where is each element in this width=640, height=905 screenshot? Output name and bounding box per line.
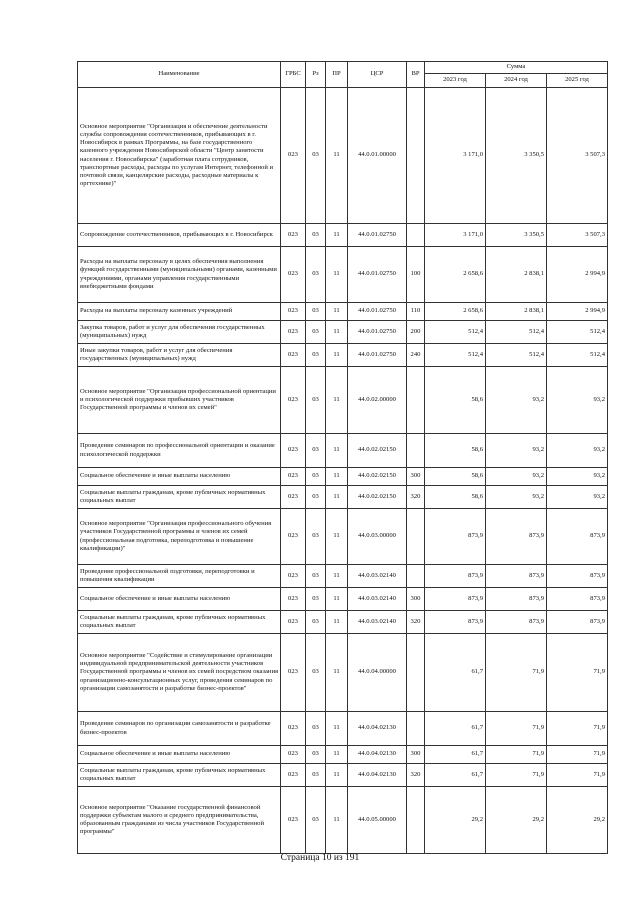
table-row [78,468,608,486]
row-sum-2024: 873,9 [486,588,547,611]
row-pr: 11 [326,611,348,634]
row-pr: 11 [326,224,348,247]
row-sum-2023: 58,6 [425,486,486,509]
row-rz: 03 [306,565,326,588]
row-sum-2025: 873,9 [547,611,608,634]
row-pr: 11 [326,434,348,468]
table-row [78,88,608,224]
row-grbs: 023 [281,247,306,303]
row-name: Основное мероприятие "Организация и обеспечение деятельности службы сопровождения соотечественников, прибывающих в г. Новосибирск в рамках Программы, на базе государственного казенного учреждения Новосибирской области "Центр занятости населения г. Новосибирска" (заработная плата сотрудников, транспортные расходы, расходы по услугам Интернет, телефонной и почтовой связи, канцелярские расходы, расходные материалы к оргтехнике)" [78,88,281,224]
row-sum-2024: 2 838,1 [486,247,547,303]
row-sum-2025: 873,9 [547,565,608,588]
table-row [78,486,608,509]
row-vr [407,88,425,224]
row-sum-2025: 3 507,3 [547,88,608,224]
row-name: Основное мероприятие "Содействие и стимулирование организации индивидуальной предпринимательской деятельности участников Государственной программы и членов их семей посредством оказания организационно-консультационных услуг, проведения семинаров по организации самозанятости и разработке бизнес-проектов" [78,634,281,712]
row-sum-2025: 2 994,9 [547,303,608,321]
row-sum-2025: 93,2 [547,468,608,486]
row-name: Основное мероприятие "Оказание государственной финансовой поддержки субъектам малого и среднего предпринимательства, образованным гражданами из числа участников Государственной программы" [78,787,281,854]
row-grbs: 023 [281,468,306,486]
row-name: Социальные выплаты гражданам, кроме публичных нормативных социальных выплат [78,486,281,509]
row-grbs: 023 [281,764,306,787]
row-grbs: 023 [281,712,306,746]
table-row [78,247,608,303]
row-rz: 03 [306,787,326,854]
header-year-2025: 2025 год [547,74,608,88]
header-year-2023: 2023 год [425,74,486,88]
header-vr: ВР [407,62,425,88]
table-row [78,746,608,764]
row-sum-2023: 3 171,0 [425,224,486,247]
row-grbs: 023 [281,321,306,344]
row-grbs: 023 [281,746,306,764]
row-rz: 03 [306,486,326,509]
row-sum-2024: 71,9 [486,746,547,764]
row-pr: 11 [326,344,348,367]
row-sum-2025: 71,9 [547,764,608,787]
row-rz: 03 [306,224,326,247]
header-year-2024: 2024 год [486,74,547,88]
row-rz: 03 [306,764,326,787]
row-pr: 11 [326,634,348,712]
row-name: Основное мероприятие "Организация профессионального обучения участников Государственной программы и членов их семей (профессиональная подготовка, переподготовка и повышение квалификации)" [78,509,281,565]
table-row [78,224,608,247]
header-grbs: ГРБС [281,62,306,88]
row-sum-2023: 512,4 [425,344,486,367]
row-vr [407,367,425,434]
row-csr: 44.0.03.02140 [348,611,407,634]
row-vr [407,565,425,588]
row-csr: 44.0.01.02750 [348,247,407,303]
row-name: Проведение профессиональной подготовки, переподготовки и повышения квалификации [78,565,281,588]
row-sum-2023: 873,9 [425,509,486,565]
row-sum-2025: 71,9 [547,634,608,712]
row-sum-2023: 2 658,6 [425,303,486,321]
row-sum-2023: 58,6 [425,367,486,434]
row-pr: 11 [326,486,348,509]
row-pr: 11 [326,321,348,344]
table-row [78,764,608,787]
table-row [78,321,608,344]
row-sum-2024: 93,2 [486,434,547,468]
budget-table [77,61,608,854]
row-vr: 320 [407,486,425,509]
row-sum-2025: 512,4 [547,344,608,367]
row-vr: 300 [407,588,425,611]
row-csr: 44.0.04.02130 [348,764,407,787]
row-vr: 200 [407,321,425,344]
row-name: Сопровождение соотечественников, прибывающих в г. Новосибирск [78,224,281,247]
row-rz: 03 [306,468,326,486]
row-csr: 44.0.02.02150 [348,468,407,486]
row-pr: 11 [326,712,348,746]
row-vr: 110 [407,303,425,321]
row-sum-2024: 512,4 [486,321,547,344]
row-vr [407,509,425,565]
row-sum-2024: 873,9 [486,509,547,565]
row-vr: 240 [407,344,425,367]
row-pr: 11 [326,509,348,565]
table-row [78,588,608,611]
row-grbs: 023 [281,344,306,367]
row-sum-2025: 29,2 [547,787,608,854]
row-sum-2025: 2 994,9 [547,247,608,303]
table-row [78,634,608,712]
row-pr: 11 [326,565,348,588]
row-vr: 300 [407,468,425,486]
row-pr: 11 [326,303,348,321]
row-vr [407,224,425,247]
table-row [78,303,608,321]
row-csr: 44.0.02.02150 [348,434,407,468]
row-rz: 03 [306,247,326,303]
row-pr: 11 [326,367,348,434]
table-row [78,787,608,854]
row-name: Социальные выплаты гражданам, кроме публичных нормативных социальных выплат [78,764,281,787]
row-vr: 320 [407,611,425,634]
row-rz: 03 [306,88,326,224]
row-sum-2023: 61,7 [425,746,486,764]
row-name: Расходы на выплаты персоналу казенных учреждений [78,303,281,321]
row-vr [407,787,425,854]
row-rz: 03 [306,746,326,764]
row-sum-2025: 3 507,3 [547,224,608,247]
row-name: Проведение семинаров по организации самозанятости и разработке бизнес-проектов [78,712,281,746]
row-sum-2024: 873,9 [486,565,547,588]
row-sum-2023: 61,7 [425,634,486,712]
row-sum-2025: 512,4 [547,321,608,344]
row-sum-2025: 71,9 [547,712,608,746]
row-rz: 03 [306,588,326,611]
row-name: Социальные выплаты гражданам, кроме публичных нормативных социальных выплат [78,611,281,634]
row-sum-2023: 873,9 [425,588,486,611]
row-sum-2023: 512,4 [425,321,486,344]
row-csr: 44.0.03.02140 [348,565,407,588]
row-csr: 44.0.04.00000 [348,634,407,712]
table-row [78,712,608,746]
row-sum-2025: 93,2 [547,486,608,509]
row-grbs: 023 [281,88,306,224]
table-row [78,611,608,634]
row-vr: 320 [407,764,425,787]
row-rz: 03 [306,434,326,468]
row-rz: 03 [306,712,326,746]
row-sum-2024: 93,2 [486,486,547,509]
row-grbs: 023 [281,434,306,468]
row-sum-2023: 58,6 [425,434,486,468]
table-row [78,509,608,565]
header-pr: ПР [326,62,348,88]
row-pr: 11 [326,787,348,854]
row-sum-2023: 61,7 [425,764,486,787]
row-sum-2023: 58,6 [425,468,486,486]
row-sum-2024: 71,9 [486,764,547,787]
row-sum-2024: 873,9 [486,611,547,634]
row-name: Расходы на выплаты персоналу в целях обеспечения выполнения функций государственными (муниципальными) органами, казенными учреждениями, органами управления государственными внебюджетными фондами [78,247,281,303]
row-grbs: 023 [281,303,306,321]
row-rz: 03 [306,634,326,712]
row-rz: 03 [306,611,326,634]
row-sum-2024: 93,2 [486,367,547,434]
row-sum-2025: 71,9 [547,746,608,764]
row-vr [407,434,425,468]
row-sum-2023: 29,2 [425,787,486,854]
row-name: Проведение семинаров по профессиональной ориентации и оказание психологической поддержки [78,434,281,468]
row-sum-2024: 2 838,1 [486,303,547,321]
page-number: Страница 10 из 191 [280,853,360,863]
row-grbs: 023 [281,565,306,588]
row-rz: 03 [306,321,326,344]
row-sum-2024: 512,4 [486,344,547,367]
row-rz: 03 [306,367,326,434]
row-csr: 44.0.03.00000 [348,509,407,565]
row-sum-2024: 3 350,5 [486,224,547,247]
row-name: Закупка товаров, работ и услуг для обеспечения государственных (муниципальных) нужд [78,321,281,344]
row-rz: 03 [306,344,326,367]
row-pr: 11 [326,88,348,224]
row-vr: 300 [407,746,425,764]
row-sum-2025: 93,2 [547,434,608,468]
row-pr: 11 [326,746,348,764]
row-sum-2023: 3 171,0 [425,88,486,224]
row-grbs: 023 [281,787,306,854]
row-sum-2025: 93,2 [547,367,608,434]
row-sum-2024: 29,2 [486,787,547,854]
row-sum-2023: 873,9 [425,565,486,588]
row-csr: 44.0.02.00000 [348,367,407,434]
row-sum-2024: 93,2 [486,468,547,486]
row-name: Иные закупки товаров, работ и услуг для обеспечения государственных (муниципальных) нужд [78,344,281,367]
row-vr [407,712,425,746]
row-rz: 03 [306,509,326,565]
row-grbs: 023 [281,611,306,634]
row-csr: 44.0.05.00000 [348,787,407,854]
row-sum-2023: 873,9 [425,611,486,634]
row-csr: 44.0.01.00000 [348,88,407,224]
header-name: Наименование [78,62,281,88]
row-vr: 100 [407,247,425,303]
row-csr: 44.0.02.02150 [348,486,407,509]
row-sum-2024: 71,9 [486,712,547,746]
row-sum-2025: 873,9 [547,509,608,565]
row-csr: 44.0.01.02750 [348,344,407,367]
row-grbs: 023 [281,588,306,611]
row-name: Социальное обеспечение и иные выплаты населению [78,468,281,486]
header-csr: ЦСР [348,62,407,88]
row-sum-2025: 873,9 [547,588,608,611]
header-rz: Рз [306,62,326,88]
row-csr: 44.0.01.02750 [348,303,407,321]
row-grbs: 023 [281,509,306,565]
row-sum-2023: 2 658,6 [425,247,486,303]
row-pr: 11 [326,588,348,611]
row-csr: 44.0.04.02130 [348,746,407,764]
table-row [78,344,608,367]
row-csr: 44.0.01.02750 [348,321,407,344]
row-sum-2024: 71,9 [486,634,547,712]
row-pr: 11 [326,468,348,486]
row-csr: 44.0.03.02140 [348,588,407,611]
table-row [78,367,608,434]
table-header [78,62,608,88]
row-sum-2023: 61,7 [425,712,486,746]
row-csr: 44.0.04.02130 [348,712,407,746]
table-row [78,565,608,588]
row-vr [407,634,425,712]
row-rz: 03 [306,303,326,321]
row-grbs: 023 [281,634,306,712]
row-grbs: 023 [281,367,306,434]
header-sum: Сумма [425,62,608,74]
row-sum-2024: 3 350,5 [486,88,547,224]
row-name: Социальное обеспечение и иные выплаты населению [78,746,281,764]
table-body [78,88,608,854]
row-name: Основное мероприятие "Организация профессиональной ориентации и психологической поддержки прибывших участников Государственной программы и членов их семей" [78,367,281,434]
row-grbs: 023 [281,486,306,509]
row-grbs: 023 [281,224,306,247]
row-pr: 11 [326,764,348,787]
row-csr: 44.0.01.02750 [348,224,407,247]
row-name: Социальное обеспечение и иные выплаты населению [78,588,281,611]
row-pr: 11 [326,247,348,303]
table-row [78,434,608,468]
